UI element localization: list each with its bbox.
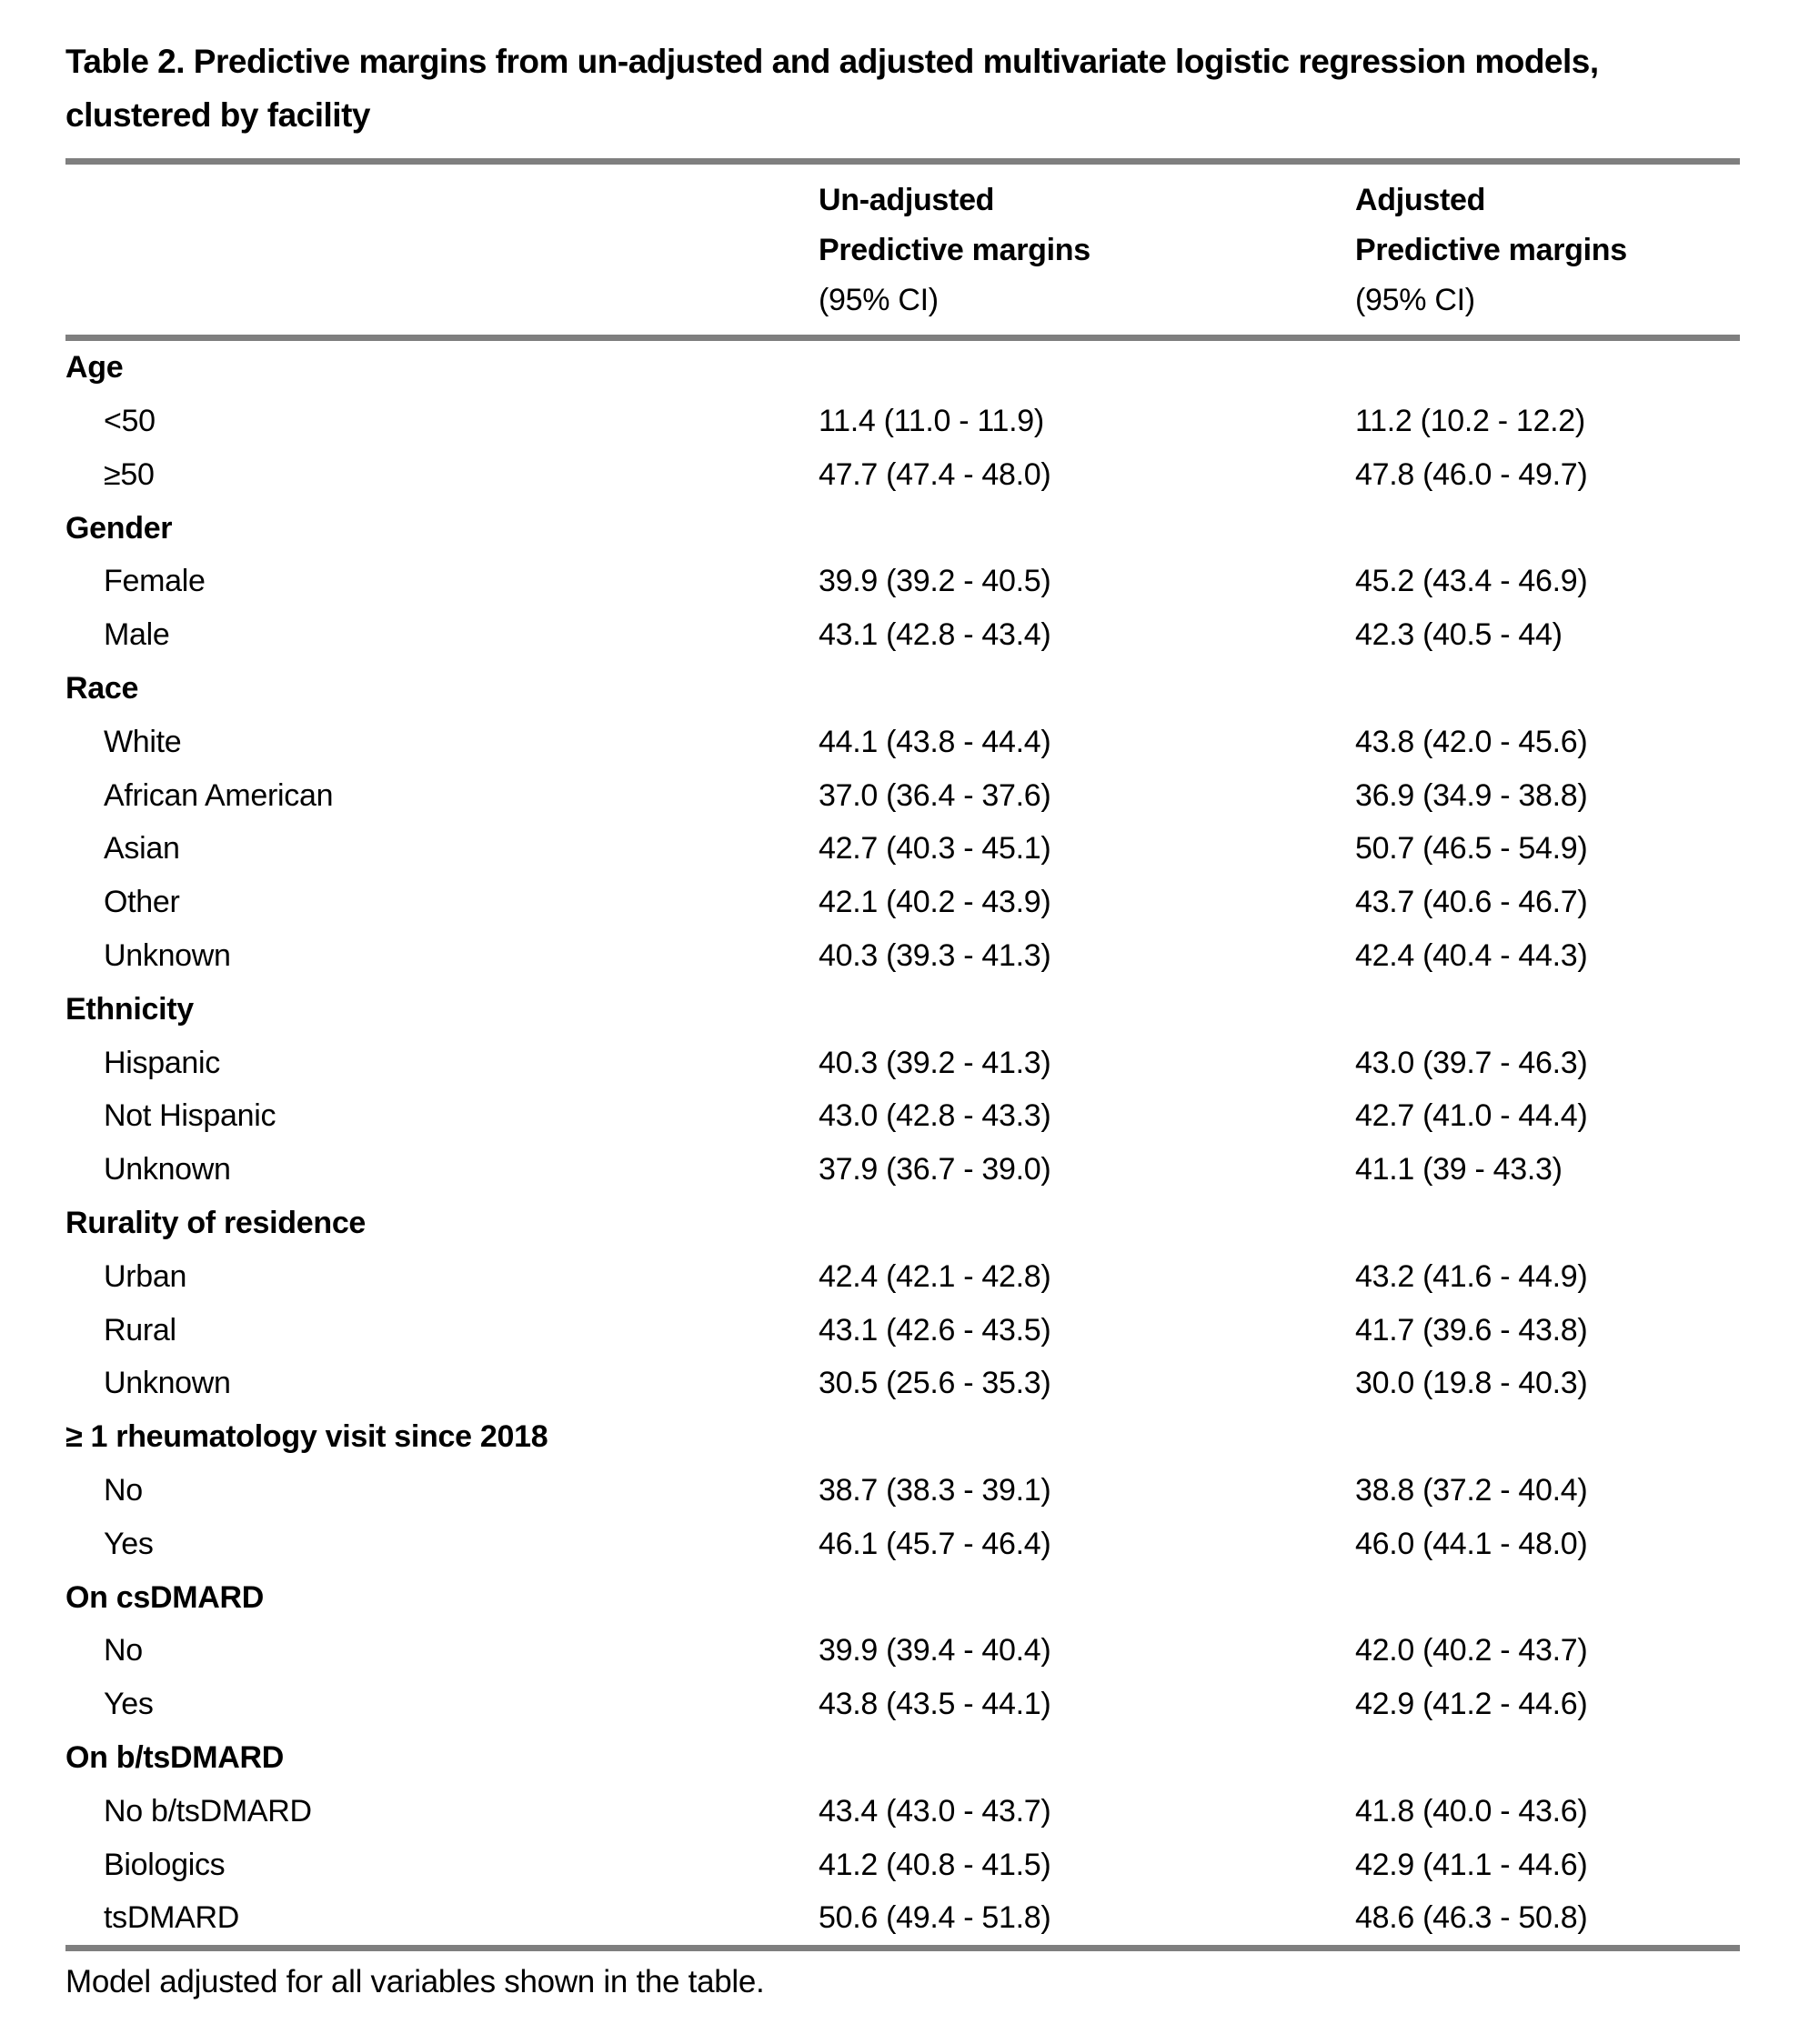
- unadjusted-value: 39.9 (39.4 - 40.4): [819, 1633, 1051, 1668]
- section-label: On b/tsDMARD: [65, 1739, 285, 1775]
- table-row: [65, 448, 1740, 502]
- unadjusted-value: 42.1 (40.2 - 43.9): [819, 885, 1051, 920]
- adjusted-value: 42.3 (40.5 - 44): [1355, 617, 1563, 653]
- table-row: [65, 876, 1740, 929]
- section-header-row: [65, 341, 1740, 395]
- row-label: Asian: [104, 831, 180, 867]
- unadjusted-value: 43.1 (42.8 - 43.4): [819, 617, 1051, 653]
- row-label: Male: [104, 617, 170, 653]
- row-label: No: [104, 1473, 143, 1508]
- table-title: [65, 0, 1740, 142]
- row-label: Female: [104, 564, 206, 599]
- unadjusted-value: 43.1 (42.6 - 43.5): [819, 1312, 1051, 1348]
- col-header-unadjusted: [819, 175, 1355, 326]
- table-row: [65, 716, 1740, 769]
- unadjusted-value: 37.0 (36.4 - 37.6): [819, 777, 1051, 813]
- row-label: Other: [104, 885, 180, 920]
- table-row: [65, 929, 1740, 983]
- table-title-line2: clustered by facility: [65, 96, 370, 135]
- row-label: Hispanic: [104, 1045, 220, 1080]
- section-header-row: [65, 1410, 1740, 1464]
- adjusted-value: 42.9 (41.2 - 44.6): [1355, 1687, 1588, 1722]
- adjusted-value: 43.8 (42.0 - 45.6): [1355, 724, 1588, 759]
- adjusted-value: 38.8 (37.2 - 40.4): [1355, 1473, 1588, 1508]
- table-row: [65, 1358, 1740, 1411]
- adjusted-value: 48.6 (46.3 - 50.8): [1355, 1900, 1588, 1936]
- col-header-adjusted-line1: Adjusted: [1355, 183, 1486, 218]
- section-header-row: [65, 502, 1740, 556]
- row-label: Biologics: [104, 1847, 226, 1882]
- adjusted-value: 46.0 (44.1 - 48.0): [1355, 1526, 1588, 1561]
- table-row: [65, 769, 1740, 823]
- section-header-row: [65, 1197, 1740, 1250]
- section-header-row: [65, 662, 1740, 716]
- section-header-row: [65, 983, 1740, 1037]
- table-header-row: [65, 165, 1740, 335]
- table-row: [65, 1143, 1740, 1197]
- section-label: ≥ 1 rheumatology visit since 2018: [65, 1419, 548, 1455]
- unadjusted-value: 41.2 (40.8 - 41.5): [819, 1847, 1051, 1882]
- adjusted-value: 11.2 (10.2 - 12.2): [1355, 404, 1585, 439]
- row-label: Not Hispanic: [104, 1098, 276, 1134]
- table-row: [65, 1464, 1740, 1518]
- adjusted-value: 41.1 (39 - 43.3): [1355, 1152, 1563, 1187]
- table-row: [65, 823, 1740, 877]
- section-label: Ethnicity: [65, 991, 194, 1027]
- table-row: [65, 1678, 1740, 1731]
- row-label: African American: [104, 777, 334, 813]
- header-rule: [65, 335, 1740, 341]
- row-label: White: [104, 724, 182, 759]
- section-label: Race: [65, 671, 139, 706]
- adjusted-value: 42.0 (40.2 - 43.7): [1355, 1633, 1588, 1668]
- table-row: [65, 608, 1740, 662]
- table-row: [65, 1839, 1740, 1892]
- bottom-rule: [65, 1945, 1740, 1951]
- adjusted-value: 41.8 (40.0 - 43.6): [1355, 1793, 1588, 1829]
- row-label: No: [104, 1633, 143, 1668]
- section-label: Rurality of residence: [65, 1206, 367, 1241]
- col-header-adjusted: [1355, 175, 1740, 326]
- table-row: [65, 1625, 1740, 1678]
- table-row: [65, 1785, 1740, 1839]
- row-label: Urban: [104, 1258, 187, 1294]
- adjusted-value: 42.7 (41.0 - 44.4): [1355, 1098, 1588, 1134]
- table-body: [65, 341, 1740, 1945]
- unadjusted-value: 40.3 (39.3 - 41.3): [819, 938, 1051, 974]
- row-label: Unknown: [104, 1366, 231, 1401]
- table-row: [65, 1518, 1740, 1571]
- table-row: [65, 395, 1740, 448]
- section-header-row: [65, 1731, 1740, 1785]
- col-header-unadjusted-line3: (95% CI): [819, 283, 939, 318]
- table-row: [65, 1250, 1740, 1304]
- adjusted-value: 42.9 (41.1 - 44.6): [1355, 1847, 1588, 1882]
- table-title-line1: Table 2. Predictive margins from un-adjusted and adjusted multivariate logistic regression models,: [65, 43, 1599, 80]
- section-label: Gender: [65, 510, 173, 546]
- row-label: <50: [104, 404, 156, 439]
- adjusted-value: 47.8 (46.0 - 49.7): [1355, 456, 1588, 492]
- row-label: ≥50: [104, 456, 155, 492]
- row-label: Rural: [104, 1312, 176, 1348]
- adjusted-value: 43.0 (39.7 - 46.3): [1355, 1045, 1588, 1080]
- row-label: Unknown: [104, 1152, 231, 1187]
- section-header-row: [65, 1571, 1740, 1625]
- col-header-adjusted-line3: (95% CI): [1355, 283, 1475, 318]
- adjusted-value: 45.2 (43.4 - 46.9): [1355, 564, 1588, 599]
- section-label: Age: [65, 350, 124, 386]
- table-footnote: Model adjusted for all variables shown in the table.: [65, 1964, 765, 2000]
- adjusted-value: 42.4 (40.4 - 44.3): [1355, 938, 1588, 974]
- table-row: [65, 556, 1740, 609]
- unadjusted-value: 47.7 (47.4 - 48.0): [819, 456, 1051, 492]
- col-header-adjusted-line2: Predictive margins: [1355, 233, 1627, 268]
- row-label: Unknown: [104, 938, 231, 974]
- unadjusted-value: 39.9 (39.2 - 40.5): [819, 564, 1051, 599]
- adjusted-value: 41.7 (39.6 - 43.8): [1355, 1312, 1588, 1348]
- unadjusted-value: 44.1 (43.8 - 44.4): [819, 724, 1051, 759]
- adjusted-value: 30.0 (19.8 - 40.3): [1355, 1366, 1588, 1401]
- adjusted-value: 43.7 (40.6 - 46.7): [1355, 885, 1588, 920]
- col-header-unadjusted-line2: Predictive margins: [819, 233, 1090, 268]
- top-rule: [65, 158, 1740, 165]
- section-label: On csDMARD: [65, 1579, 265, 1615]
- table-row: [65, 1891, 1740, 1945]
- adjusted-value: 36.9 (34.9 - 38.8): [1355, 777, 1588, 813]
- adjusted-value: 50.7 (46.5 - 54.9): [1355, 831, 1588, 867]
- row-label: tsDMARD: [104, 1900, 240, 1936]
- unadjusted-value: 43.8 (43.5 - 44.1): [819, 1687, 1051, 1722]
- unadjusted-value: 38.7 (38.3 - 39.1): [819, 1473, 1051, 1508]
- table-row: [65, 1304, 1740, 1358]
- unadjusted-value: 11.4 (11.0 - 11.9): [819, 404, 1044, 439]
- adjusted-value: 43.2 (41.6 - 44.9): [1355, 1258, 1588, 1294]
- unadjusted-value: 43.4 (43.0 - 43.7): [819, 1793, 1051, 1829]
- col-header-unadjusted-line1: Un-adjusted: [819, 183, 995, 218]
- unadjusted-value: 50.6 (49.4 - 51.8): [819, 1900, 1051, 1936]
- table-container: [65, 0, 1740, 2000]
- row-label: Yes: [104, 1687, 154, 1722]
- unadjusted-value: 43.0 (42.8 - 43.3): [819, 1098, 1051, 1134]
- unadjusted-value: 37.9 (36.7 - 39.0): [819, 1152, 1051, 1187]
- unadjusted-value: 42.7 (40.3 - 45.1): [819, 831, 1051, 867]
- unadjusted-value: 40.3 (39.2 - 41.3): [819, 1045, 1051, 1080]
- unadjusted-value: 30.5 (25.6 - 35.3): [819, 1366, 1051, 1401]
- table-row: [65, 1090, 1740, 1144]
- row-label: Yes: [104, 1526, 154, 1561]
- unadjusted-value: 42.4 (42.1 - 42.8): [819, 1258, 1051, 1294]
- row-label: No b/tsDMARD: [104, 1793, 312, 1829]
- unadjusted-value: 46.1 (45.7 - 46.4): [819, 1526, 1051, 1561]
- table-row: [65, 1037, 1740, 1090]
